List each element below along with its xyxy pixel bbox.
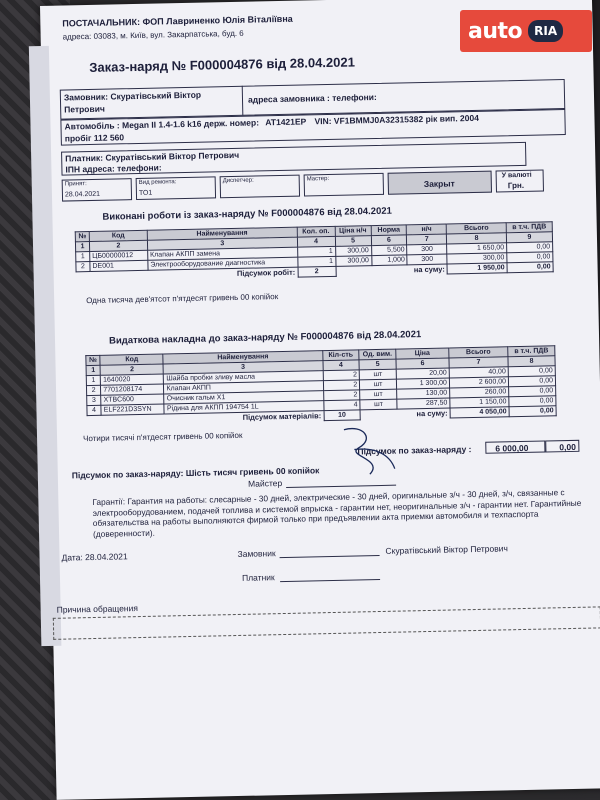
work-order-sheet [40, 0, 600, 800]
parts-in-words: Чотири тисячі п'ятдесят гривень 00 копійок [82, 430, 243, 444]
customer-name: Скуратівський Віктор [110, 89, 202, 102]
supplier-name: ФОП Лавриненко Юлія Віталіївна [142, 13, 293, 27]
order-total-vat: 0,00 [559, 441, 577, 453]
works-col-name: Найменування [147, 227, 297, 240]
cell: 1 [76, 252, 90, 262]
works-num: 8 [447, 233, 507, 244]
works-in-words: Одна тисяча дев'ятсот п'ятдесят гривень 00 копійок [86, 292, 279, 306]
cell: 1640020 [101, 374, 164, 385]
works-col-vat: в т.ч. ПДВ [506, 222, 552, 233]
customer-addr-phone: адреса замовника : телефони: [247, 91, 377, 105]
cell: 1 300,00 [396, 378, 449, 389]
works-num: 9 [506, 232, 552, 243]
parts-total-qty: 10 [324, 410, 361, 421]
cell: шт [359, 369, 396, 380]
cell: 0,00 [509, 396, 556, 407]
cell: 300,00 [447, 253, 507, 264]
master-sign-label: Майстер [247, 478, 283, 489]
customer-line2: Петрович [64, 103, 105, 115]
parts-col-vat: в т.ч. ПДВ [508, 346, 555, 357]
cell: 4 [87, 405, 101, 415]
logo-text-ria: RIA [528, 20, 563, 42]
supplier-line [62, 15, 293, 29]
payer-line2: ІПН адреса: телефони: [65, 162, 162, 175]
cell: 300,00 [335, 246, 371, 257]
cell: 1 [297, 246, 335, 257]
cell: 7701208174 [101, 384, 164, 395]
parts-num: 1 [86, 365, 100, 375]
cell: Рідина для АКПП 194754 1L [164, 401, 323, 414]
parts-col-unit: Од. вим. [359, 349, 396, 360]
accepted-label: Принят: [64, 181, 87, 188]
cell: 0,00 [509, 386, 556, 397]
order-total-words-line [72, 466, 320, 480]
cell: 0,00 [508, 376, 555, 387]
parts-sum-label: на суму: [416, 408, 448, 419]
cell: XTBC600 [101, 394, 164, 405]
works-num: 5 [335, 236, 371, 247]
works-col-qty: Кол. оп. [297, 226, 335, 237]
master-label: Мастер: [306, 175, 330, 183]
cell: ELF221D3SYN [101, 404, 164, 415]
works-num: 6 [371, 235, 407, 246]
works-num: 3 [147, 237, 297, 250]
cell: 0,00 [507, 252, 553, 263]
cell: 1 [86, 375, 100, 385]
works-col-num: № [75, 232, 89, 242]
cell: 2 600,00 [449, 377, 508, 388]
works-num: 1 [75, 242, 89, 252]
document-title: Заказ-наряд № F000004876 від 28.04.2021 [89, 54, 356, 75]
works-col-price: Ціна н/ч [335, 226, 371, 237]
cell: Электрооборудование диагностика [148, 257, 298, 270]
cell: 2 [323, 390, 360, 401]
payer-line1: Платник: Скуратівський Віктор Петрович [65, 149, 240, 164]
cell: 5,500 [371, 245, 407, 256]
parts-table [85, 345, 556, 426]
repair-type-value: ТО1 [138, 189, 153, 197]
cell: Очисник гальм X1 [164, 391, 323, 404]
cell: Шайба пробки зливу масла [164, 371, 323, 384]
parts-total-label: Підсумок матеріалів: [242, 411, 322, 423]
cell: 130,00 [397, 388, 450, 399]
parts-col-code: Код [100, 354, 163, 365]
cell: ЦБ00000012 [90, 250, 148, 261]
works-sum-label: на суму: [413, 264, 445, 275]
parts-num: 7 [449, 357, 508, 368]
supplier-label: ПОСТАЧАЛЬНИК: [62, 16, 141, 29]
cell: 1 650,00 [447, 243, 507, 254]
parts-title: Видаткова накладна до заказ-наряду № F000004876 від 28.04.2021 [108, 329, 422, 347]
cell: 1 [297, 256, 335, 267]
cell: 300 [407, 244, 447, 255]
parts-num: 4 [323, 360, 360, 371]
works-sum-vat: 0,00 [507, 262, 553, 273]
status-value: Закрыт [423, 178, 455, 189]
works-col-code: Код [89, 230, 147, 241]
parts-num: 3 [163, 361, 322, 374]
works-title: Виконані роботи із заказ-наряду № F000004876 від 28.04.2021 [102, 205, 392, 223]
works-total-qty: 2 [298, 266, 336, 277]
cell: 20,00 [396, 368, 449, 379]
parts-col-num: № [86, 355, 100, 365]
logo-text-auto: auto [468, 18, 523, 44]
cell: 287,50 [397, 398, 450, 409]
order-total-words: Шість тисяч гривень 00 копійок [185, 465, 320, 479]
signature-scribble [334, 418, 405, 479]
footer-customer-sign-line [280, 555, 380, 558]
works-num: 7 [407, 234, 447, 245]
cell: 300 [407, 254, 447, 265]
cell: 260,00 [450, 387, 509, 398]
works-col-norm: Норма [371, 225, 407, 236]
cell: Клапан АКПП [164, 381, 323, 394]
parts-num: 8 [508, 356, 555, 367]
car-plate: AT1421EP [265, 116, 307, 128]
footer-date: Дата: 28.04.2021 [61, 551, 128, 563]
car-mileage: пробіг 112 560 [64, 132, 125, 144]
footer-customer-name: Скуратівський Віктор Петрович [385, 543, 508, 556]
works-num: 2 [89, 240, 147, 251]
cell: 3 [87, 395, 101, 405]
parts-num: 6 [396, 358, 449, 369]
cell: шт [360, 379, 397, 390]
works-num: 4 [297, 236, 335, 247]
cell: 0,00 [508, 366, 555, 377]
cell: 4 [323, 400, 360, 411]
works-total-label: Підсумок робіт: [236, 267, 296, 279]
cell: 0,00 [507, 242, 553, 253]
order-total-label: Підсумок по заказ-наряду : [357, 444, 472, 457]
cell: 2 [323, 380, 360, 391]
guarantee-text: Гарантії: Гарантия на работы: слесарные - 30 дней, электрические - 30 дней, оригинальные з/ч - 30 дней, з/ч, связанные с электрооборудованием, подачей топлива и системой впрыска - гарантии нет, неоригинальные з/ч - гарантии нет. Гарантийные обязательства на работы выполняются фирмой только при предъявлении акта приемки автомобиля и техпаспорта (доверенности). [92, 487, 582, 539]
autoria-logo [460, 10, 592, 52]
works-col-total: Всього [446, 223, 506, 234]
parts-num: 5 [359, 359, 396, 370]
parts-col-total: Всього [449, 347, 508, 358]
parts-col-qty: Кіл-сть [322, 350, 359, 361]
parts-sum-vat: 0,00 [509, 406, 556, 417]
currency-label: У валюті [501, 171, 532, 180]
cell: шт [360, 399, 397, 410]
supplier-address: адреса: 03083, м. Київ, вул. Закарпатська, буд. 6 [62, 28, 244, 42]
dispatcher-label: Диспетчер: [222, 177, 254, 185]
order-total-value: 6 000,00 [495, 442, 529, 454]
accepted-date: 28.04.2021 [64, 190, 101, 199]
reason-label: Причина обращения [56, 603, 139, 615]
footer-payer-label: Платник [241, 572, 275, 583]
works-table [75, 221, 554, 282]
cell: DE001 [90, 260, 148, 271]
works-sum-value: 1 950,00 [447, 263, 507, 274]
order-total-words-label: Підсумок по заказ-наряду: [71, 468, 184, 481]
cell: 1,000 [371, 255, 407, 266]
parts-sum-value: 4 050,00 [450, 407, 509, 418]
car-model: Автомобіль : Megan II 1.4-1.6 k16 держ. номер: [64, 117, 260, 132]
cell: 2 [323, 370, 360, 381]
currency-value: Грн. [507, 180, 525, 191]
car-vin: VIN: VF1BMMJ0A32315382 рік вип. 2004 [314, 112, 479, 127]
cell: шт [360, 389, 397, 400]
cell: Клапан АКПП замена [148, 247, 298, 260]
parts-num: 2 [100, 364, 163, 375]
cell: 40,00 [449, 367, 508, 378]
works-col-nh: н/ч [407, 224, 447, 235]
cell: 1 150,00 [450, 397, 509, 408]
repair-type-label: Вид ремонта: [138, 179, 177, 186]
cell: 300,00 [335, 256, 371, 267]
parts-col-price: Ціна [396, 348, 449, 359]
footer-customer-label: Замовник [237, 548, 276, 559]
cell: 2 [76, 262, 90, 272]
footer-payer-sign-line [280, 579, 380, 582]
parts-col-name: Найменування [163, 351, 322, 364]
cell: 2 [86, 385, 100, 395]
master-sign-line [286, 485, 396, 488]
customer-label: Замовник: [63, 91, 109, 103]
